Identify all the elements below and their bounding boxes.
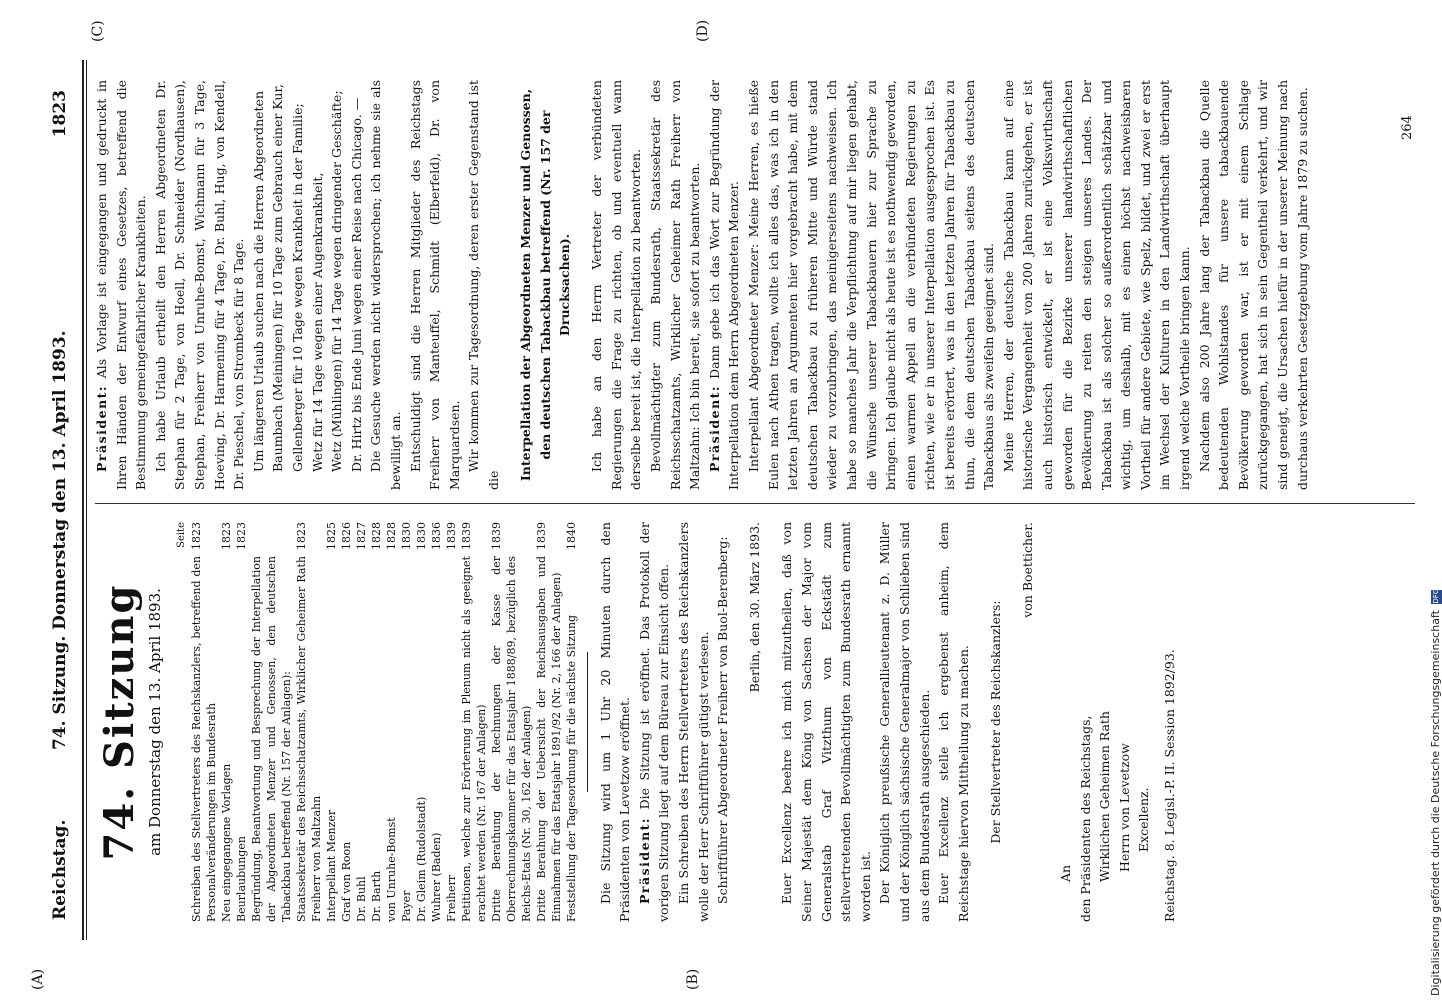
toc-row (324, 522, 339, 922)
right-p9: Die Gesuche werden nicht widersprochen; ich nehme sie als bewilligt an. (368, 80, 403, 490)
opening-paragraph: Die Sitzung wird um 1 Uhr 20 Minuten durch den Präsidenten von Levetzow eröffnet. (597, 522, 633, 922)
addressee-1: An (1057, 864, 1073, 882)
toc-item-page: 1827 (354, 522, 368, 550)
toc-item-text: Payer (399, 890, 413, 922)
column-separator (95, 503, 1415, 504)
toc-item-page: 1839 (444, 522, 458, 550)
toc-item-text: Begründung, Beantwortung und Besprechung der Interpellation der Abgeordneten Menzer und Genossen, den deutschen Tabackbau betreffend (Nr. 157 der Anlagen): (249, 556, 293, 922)
toc-item-text: Wuhrer (Baden) (429, 832, 443, 922)
letter-intro: Ein Schreiben des Herrn Stellvertreters des Reichskanzlers wolle der Herr Schriftführer gütigst verlesen. (675, 522, 711, 922)
toc-row (294, 522, 324, 922)
right-p11: Wir kommen zur Tagesordnung, deren erster Gegenstand ist die (466, 80, 501, 490)
toc-item-text: Interpellant Menzer (324, 809, 338, 922)
toc-row (489, 522, 534, 922)
addressee-5: Excellenz. (1136, 787, 1152, 852)
toc-item-page: 1823 (189, 522, 203, 550)
header-rule (82, 60, 84, 940)
toc-item-page (249, 522, 294, 556)
toc-item-text: Dr. Barth (369, 870, 383, 922)
toc-row (234, 522, 249, 922)
margin-mark-d: (D) (695, 19, 711, 42)
addressee-2: den Präsidenten des Reichstags, (1077, 715, 1093, 922)
margin-mark-b: (B) (685, 968, 701, 990)
toc-row (384, 522, 399, 922)
toc-item-text: Beurlaubungen (234, 836, 248, 922)
toc-item-text: Graf von Roon (339, 841, 353, 922)
president-paragraph (635, 522, 674, 922)
toc-item-text: Freiherr (444, 874, 458, 922)
president-label: Präsident: (636, 816, 652, 904)
toc-item-page: 1839 (459, 522, 473, 550)
right-p15-label: Präsident: (706, 384, 722, 472)
right-p16: Interpellant Abgeordneter Menzer: Meine Herren, es hieße Eulen nach Athen tragen, wollte ich alles das, was ich in den letzten Jahren an Argumenten hier vorgebracht habe, mit dem deutschen Tabackbau zu früheren Mitte und Würde stand wieder zu vorzubringen, das meinigerseitens nachweisen. Ich habe so manches Jahr die Verpflichtung auf mir liegen gehabt, die Wünsche unserer Tabackbauern hier zur Sprache zu bringen. Ich glaube nicht als heute ist es nothwendig geworden, einen warmen Appell an die verbündeten Regierungen zu richten, wie er in unserer Interpellation ausgesprochen ist. Es ist bereits erörtert, was in den letzten Jahren für Tabackbau zu thun, die dem deutschen Tabackbau seitens des deutschen Tabackbaus als zweifeln geeignet sind. (746, 80, 997, 490)
toc-item-text: Dr. Gleim (Rudolstadt) (414, 796, 428, 922)
toc-item-page: 1823 (234, 522, 248, 550)
toc-item-text: Dr. Buhl (354, 876, 368, 922)
header-page-number: 1823 (50, 90, 70, 138)
dfg-logo-icon: DFG (1431, 588, 1440, 604)
toc-item-page: 1826 (339, 522, 353, 550)
president-text: Die Sitzung ist eröffnet. Das Protokoll der vorigen Sitzung liegt auf dem Büreau zur Einsicht offen. (636, 522, 672, 922)
letter-body-2: Der Königlich preußische Generallieutenant z. D. Müller und der Königlich sächsische Generalmajor von Schlieben sind aus dem Bundesrath ausgeschieden. (877, 522, 932, 922)
side-credit (1429, 16, 1442, 996)
secretary-line: Schriftführer Abgeordneter Freiherr von Buol-Berenberg: (715, 536, 731, 904)
addressee-4: Herrn von Levetzow (1116, 743, 1132, 872)
right-p5: Gellenberger für 10 Tage wegen Krankheit in der Familie; (289, 103, 305, 472)
session-title: 74. Sitzung (96, 583, 143, 861)
header-rule-thin (86, 60, 87, 940)
right-p12: Interpellation der Abgeordneten Menzer und Genossen, den deutschen Tabackbau betreffend (Nr. 157 der Drucksachen). (517, 88, 573, 482)
letter-body-1: Euer Excellenz beehre ich mich mitzutheilen, daß von Seiner Majestät dem König von Sachsen der Major vom Generalstab Graf Vitzthum von Eckstädt zum stellvertretenden Bevollmächtigten zum Bundesrath ernannt worden ist. (779, 522, 873, 922)
toc-item-page: 1830 (399, 522, 413, 550)
right-p8: Dr. Hirtz bis Ende Juni wegen einer Reise nach Chicago. — (348, 97, 364, 472)
toc-item-page: 1836 (429, 522, 443, 550)
toc-row (564, 522, 579, 922)
section-rule (587, 652, 588, 792)
page-footer-number: 264 (1400, 115, 1415, 140)
toc-item-text: Petitionen, welche zur Erörterung im Plenum nicht als geeignet erachtet werden (Nr. 167 der Anlagen) (459, 556, 488, 922)
toc-item-page: 1840 (564, 522, 578, 550)
session-subtitle: am Donnerstag den 13. April 1893. (146, 588, 164, 856)
toc-item-text: Dritte Berathung der Rechnungen der Kasse der Oberrechnungskammer für das Etatsjahr 1888/89, bezüglich des Reichs-Etats (Nr. 30, 162 der Anlagen) (489, 556, 533, 922)
toc-item-text: von Unruhe-Bomst (384, 817, 398, 922)
right-p6: Wetz für 14 Tage wegen einer Augenkrankheit, (309, 172, 325, 472)
toc-item-page: 1828 (384, 522, 398, 550)
toc-item-text: Neu eingegangene Vorlagen (219, 763, 233, 922)
right-p4: Baumbach (Meiningen) für 10 Tage zum Gebrauch einer Kur, (270, 83, 286, 472)
toc-head: Seite (175, 522, 187, 548)
right-p14: Bevollmächtigter zum Bundesrath, Staatssekretär des Reichsschatzamts, Wirklicher Geheimer Rath Freiherr von Maltzahn: Ich bin bereit, sie sofort zu beantworten. (648, 80, 703, 490)
left-column (92, 522, 1180, 922)
toc-item-page: 1823 (219, 522, 233, 550)
side-credit-text: Digitalisierung gefördert durch die Deutsche Forschungsgemeinschaft (1429, 610, 1442, 996)
right-column (92, 80, 1312, 490)
toc-item-text: Schreiben des Stellvertreters des Reichskanzlers, betreffend den Personalveränderungen im Bundesrath (189, 556, 218, 922)
addressee-3: Wirklichen Geheimen Rath (1097, 711, 1113, 882)
toc-item-page: 1830 (414, 522, 428, 550)
toc-row (249, 522, 294, 922)
toc-row (219, 522, 234, 922)
toc-item-page: 1823 (294, 522, 308, 550)
toc-row (414, 522, 429, 922)
right-p3: Um längeren Urlaub suchen nach die Herren Abgeordneten (250, 91, 266, 472)
letter-date: Berlin, den 30. März 1893. (747, 522, 763, 693)
right-p2: Ich habe Urlaub ertheilt den Herren Abgeordneten Dr. Stephan für 2 Tage, von Hoell, Dr. Schneider (Nordhausen), Stephan, Freiherr von Unruhe-Bomst, Wichmann für 3 Tage, Hoeving, Dr. Harmening für 4 Tage, Dr. Buhl, Hug, von Kendell, Dr. Pieschel, von Strombeck für 8 Tage. (152, 80, 247, 490)
toc-row (189, 522, 219, 922)
toc-item-page: 1828 (369, 522, 383, 550)
toc-item-text: Feststellung der Tagesordnung für die nächste Sitzung (564, 614, 578, 922)
toc-row (429, 522, 444, 922)
right-p17: Meine Herren, der deutsche Tabackbau kann auf eine historische Vergangenheit von 200 Jahren zurückgehen, er ist auch historisch entwickelt, er ist eine Volkswirthschaft geworden für die Bezirke unserer landwirthschaftlichen Bevölkerung zu reiten den steigen unseres Landes. Der Tabackbau ist als solcher so außerordentlich schätzbar und wichtig, um deshalb, mit es einen höchst nachweisbaren Vortheil für andere Gebiete, wie Spelz, bildet, und zwei er erst im Wechsel der Kulturen in den Landwirthschaft überhaupt irgend welche Vortheile bringen kann. (1000, 80, 1193, 490)
right-p13: Ich habe an den Herrn Vertreter der verbündeten Regierungen die Frage zu richten, ob und eventuell wann derselbe bereit ist, die Interpellation zu beantworten. (589, 80, 644, 490)
toc-row (354, 522, 369, 922)
right-p1-text: Als Vorlage ist eingegangen und gedruckt in Ihren Händen der Entwurf eines Gesetzes, betreffend die Bestimmung gemeingefährlicher Krankheiten. (94, 80, 149, 490)
right-p10: Entschuldigt sind die Herren Mitglieder des Reichstags Freiherr von Manteuffel, Schmidt (Elberfeld), Dr. von Marquardsen. (407, 80, 462, 490)
side-credit-bar (1415, 0, 1442, 1000)
right-p1-label: Präsident: (94, 384, 109, 472)
left-footer: Reichstag. 8. Legisl.-P. II. Session 1892/93. (1161, 649, 1177, 922)
signature-title: Der Stellvertreter des Reichskanzlers: (987, 600, 1003, 844)
header-left: Reichstag. (50, 819, 70, 920)
margin-mark-a: (A) (30, 968, 46, 990)
right-p15 (705, 80, 744, 490)
letter-body-3: Euer Excellenz stelle ich ergebenst anheim, dem Reichstage hiervon Mittheilung zu machen. (936, 522, 971, 922)
table-of-contents (174, 522, 579, 922)
signature-name: von Boetticher. (1019, 522, 1035, 618)
toc-item-page: 1839 (534, 522, 548, 550)
toc-row (399, 522, 414, 922)
right-p18: Nachdem also 200 Jahre lang der Tabackbau die Quelle bedeutenden Wohlstandes für unsere tabackbauende Bevölkerung geworden war, ist er mit einem Schlage zurückgegangen, hat sich in sein Gegentheil verkehrt, und wir sind geneigt, die Ursachen hiefür in der unserer Meinung nach durchaus verkehrten Gesetzgebung vom Jahre 1879 zu suchen. (1196, 80, 1310, 490)
margin-mark-c: (C) (90, 20, 106, 42)
toc-row (459, 522, 489, 922)
toc-item-page: 1825 (324, 522, 338, 550)
toc-row (339, 522, 354, 922)
right-p15-text: Dann gebe ich das Wort zur Begründung der Interpellation dem Herrn Abgeordneten Menzer. (706, 80, 742, 490)
toc-item-page: 1839 (489, 522, 503, 550)
header-middle: 74. Sitzung. Donnerstag den 13. April 1893. (50, 330, 70, 750)
toc-row (534, 522, 564, 922)
right-p1 (92, 80, 151, 490)
right-p7: Wetz (Mühlingen) für 14 Tage wegen dringender Geschäfte; (329, 90, 345, 472)
toc-row (444, 522, 459, 922)
toc-item-text: Dritte Berathung der Uebersicht der Reichsausgaben und Einnahmen für das Etatsjahr 1891/92 (Nr. 2, 166 der Anlagen) (534, 556, 563, 922)
toc-item-text: Staatssekretär des Reichsschatzamts, Wirklicher Geheimer Rath Freiherr von Maltzahn (294, 556, 323, 922)
toc-row (369, 522, 384, 922)
